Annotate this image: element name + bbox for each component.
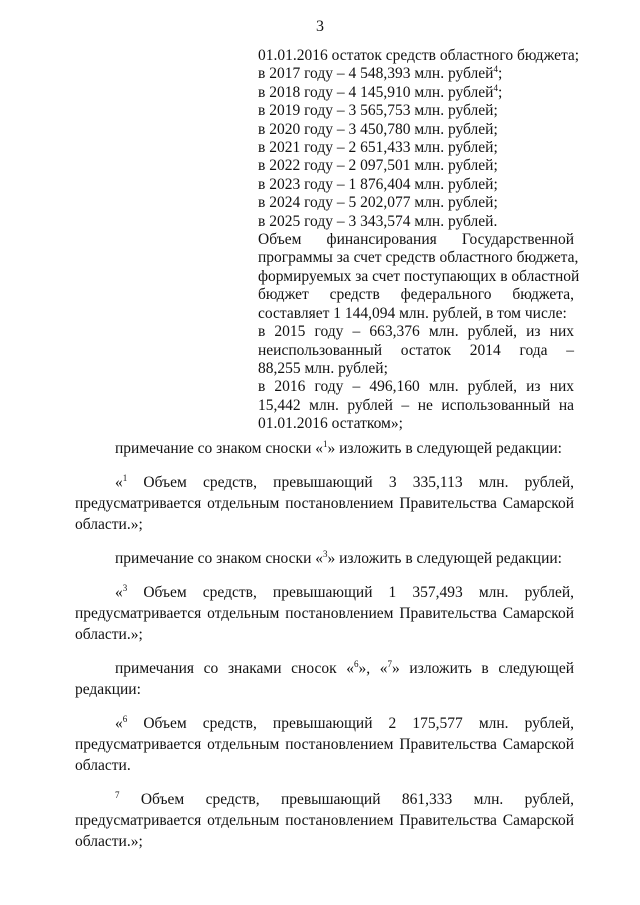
footnote-mark: 7 bbox=[387, 658, 393, 669]
federal-funding-line: формируемых за счет поступающих в областной bbox=[258, 267, 580, 285]
year-line-2018 bbox=[258, 84, 574, 102]
paragraph-note-6-text: «$^6$ Объем средств, превышающий 2 175,577 млн. рублей, предусматривается отдельным постановлением Правительства Самарской области. bbox=[75, 713, 574, 774]
federal-funding-line: 88,255 млн. рублей; bbox=[258, 359, 388, 377]
footnote-mark: 3 bbox=[122, 582, 128, 593]
paragraph-note-1-text: «$^1$ Объем средств, превышающий 3 335,113 млн. рублей, предусматривается отдельным постановлением Правительства Самарской области.»; bbox=[75, 472, 574, 533]
footnote-mark: 1 bbox=[323, 438, 328, 449]
year-line-2017 bbox=[258, 65, 574, 83]
footnote-mark: 4 bbox=[493, 64, 498, 75]
year-line-text: в 2018 году – 4 145,910 млн. рублей bbox=[258, 83, 494, 101]
punctuation: ; bbox=[497, 65, 503, 83]
federal-funding-line: бюджет средств федерального бюджета, bbox=[258, 286, 574, 304]
page-number: 3 bbox=[316, 18, 324, 35]
footnote-mark: 6 bbox=[354, 658, 359, 669]
year-line-text: в 2017 году – 4 548,393 млн. рублей bbox=[258, 65, 494, 83]
year-line-2020: в 2020 году – 3 450,780 млн. рублей; bbox=[258, 120, 498, 138]
year-line-2023: в 2023 году – 1 876,404 млн. рублей; bbox=[258, 175, 498, 193]
year-line-2022: в 2022 году – 2 097,501 млн. рублей; bbox=[258, 157, 498, 175]
federal-funding-line: в 2016 году – 496,160 млн. рублей, из них bbox=[258, 378, 574, 396]
federal-funding-line: в 2015 году – 663,376 млн. рублей, из них bbox=[258, 323, 574, 341]
federal-funding-line: программы за счет средств областного бюджета, bbox=[258, 249, 579, 267]
federal-funding-line: 15,442 млн. рублей – не использованный на bbox=[258, 396, 574, 414]
paragraph-note-3-text: «$^3$ Объем средств, превышающий 1 357,493 млн. рублей, предусматривается отдельным постановлением Правительства Самарской области.»; bbox=[75, 582, 574, 643]
amendment-text bbox=[75, 438, 574, 852]
federal-funding-line: 01.01.2016 остатком»; bbox=[258, 415, 403, 433]
footnote-mark: 4 bbox=[493, 82, 498, 93]
year-line-2025: в 2025 году – 3 343,574 млн. рублей. bbox=[258, 212, 498, 230]
footnote-mark: 3 bbox=[323, 548, 328, 559]
paragraph-note-7-text: $^7$ Объем средств, превышающий 861,333 млн. рублей, предусматривается отдельным постановлением Правительства Самарской области.»; bbox=[75, 789, 574, 850]
footnote-mark: 1 bbox=[122, 472, 128, 483]
federal-funding-line: неиспользованный остаток 2014 года – bbox=[258, 341, 574, 359]
footnote-mark: 6 bbox=[122, 713, 128, 724]
paragraph-note-3-intro: примечание со знаком сноски «$^3$» изложить в следующей редакции: bbox=[115, 548, 562, 567]
federal-funding-line: Объем финансирования Государственной bbox=[258, 231, 574, 249]
year-line-2021: в 2021 году – 2 651,433 млн. рублей; bbox=[258, 139, 498, 157]
year-line-2019: в 2019 году – 3 565,753 млн. рублей; bbox=[258, 102, 498, 120]
budget-column bbox=[258, 47, 580, 434]
footnote-mark: 7 bbox=[115, 789, 120, 800]
federal-funding-line: составляет 1 144,094 млн. рублей, в том числе: bbox=[258, 304, 567, 322]
paragraph-note-1-intro: примечание со знаком сноски «$^1$» изложить в следующей редакции: bbox=[115, 438, 562, 457]
year-line-2024: в 2024 году – 5 202,077 млн. рублей; bbox=[258, 194, 498, 212]
column-line: 01.01.2016 остаток средств областного бюджета; bbox=[258, 47, 580, 64]
paragraph-notes-6-7-intro: примечания со знаками сносок «$^6$», «$^7$» изложить в следующей редакции: bbox=[75, 658, 574, 698]
punctuation: ; bbox=[497, 83, 503, 101]
